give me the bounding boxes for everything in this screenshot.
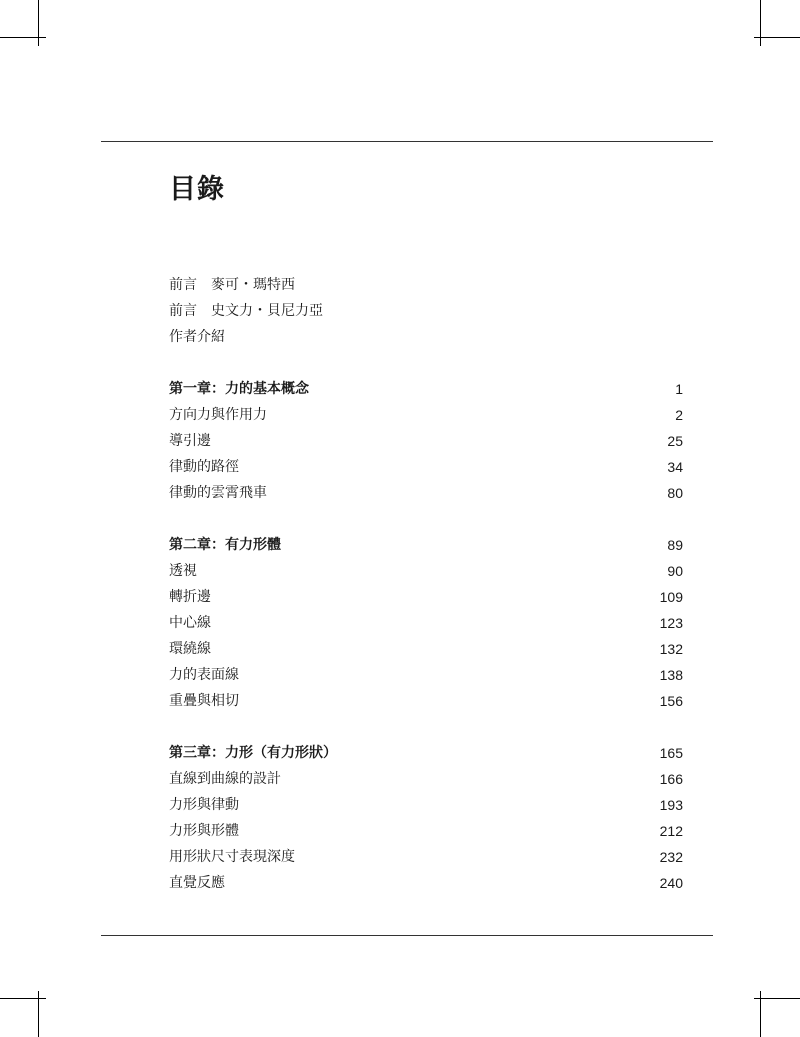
section-title: 直覺反應 [169,875,225,891]
toc-chapter-3 [169,740,683,766]
section-title: 直線到曲線的設計 [169,771,281,787]
table-of-contents [169,272,683,896]
section-title: 中心線 [169,615,211,631]
page-number: 166 [659,771,683,787]
chapter-title: 第二章：有力形體 [169,537,281,553]
toc-section [169,584,683,610]
chapter-title: 第一章：力的基本概念 [169,381,309,397]
top-rule [101,141,713,142]
toc-chapter-1 [169,376,683,402]
toc-section [169,792,683,818]
toc-section [169,480,683,506]
section-title: 律動的路徑 [169,459,239,475]
section-title: 方向力與作用力 [169,407,267,423]
toc-section [169,454,683,480]
toc-section [169,818,683,844]
page-title: 目錄 [169,174,225,205]
toc-section [169,870,683,896]
section-title: 轉折邊 [169,589,211,605]
bottom-rule [101,935,713,936]
page-number: 240 [659,875,683,891]
page-number: 232 [659,849,683,865]
page-number: 193 [659,797,683,813]
page-number: 138 [659,667,683,683]
toc-section [169,402,683,428]
page-number: 165 [659,745,683,761]
toc-chapter-2 [169,532,683,558]
section-title: 律動的雲霄飛車 [169,485,267,501]
page-number: 123 [659,615,683,631]
page-number: 25 [667,433,683,449]
toc-section [169,636,683,662]
toc-section [169,558,683,584]
section-title: 用形狀尺寸表現深度 [169,849,295,865]
section-title: 透視 [169,563,197,579]
page-number: 2 [675,407,683,423]
toc-front-item [169,324,683,350]
toc-section [169,428,683,454]
section-title: 環繞線 [169,641,211,657]
page-number: 80 [667,485,683,501]
toc-section [169,844,683,870]
page-number: 90 [667,563,683,579]
page-number: 34 [667,459,683,475]
page-number: 132 [659,641,683,657]
section-title: 力的表面線 [169,667,239,683]
toc-section [169,766,683,792]
page-number: 212 [659,823,683,839]
section-title: 力形與形體 [169,823,239,839]
toc-entry-label: 作者介紹 [169,329,225,345]
toc-section [169,662,683,688]
toc-entry-label: 前言 史文力・貝尼力亞 [169,303,323,319]
toc-front-item [169,272,683,298]
page-number: 1 [675,381,683,397]
page-number: 89 [667,537,683,553]
toc-entry-label: 前言 麥可・瑪特西 [169,277,295,293]
chapter-title: 第三章：力形（有力形狀） [169,745,337,761]
page-number: 109 [659,589,683,605]
toc-front-item [169,298,683,324]
section-title: 力形與律動 [169,797,239,813]
section-title: 重疊與相切 [169,693,239,709]
toc-section [169,610,683,636]
page-number: 156 [659,693,683,709]
section-title: 導引邊 [169,433,211,449]
toc-section [169,688,683,714]
